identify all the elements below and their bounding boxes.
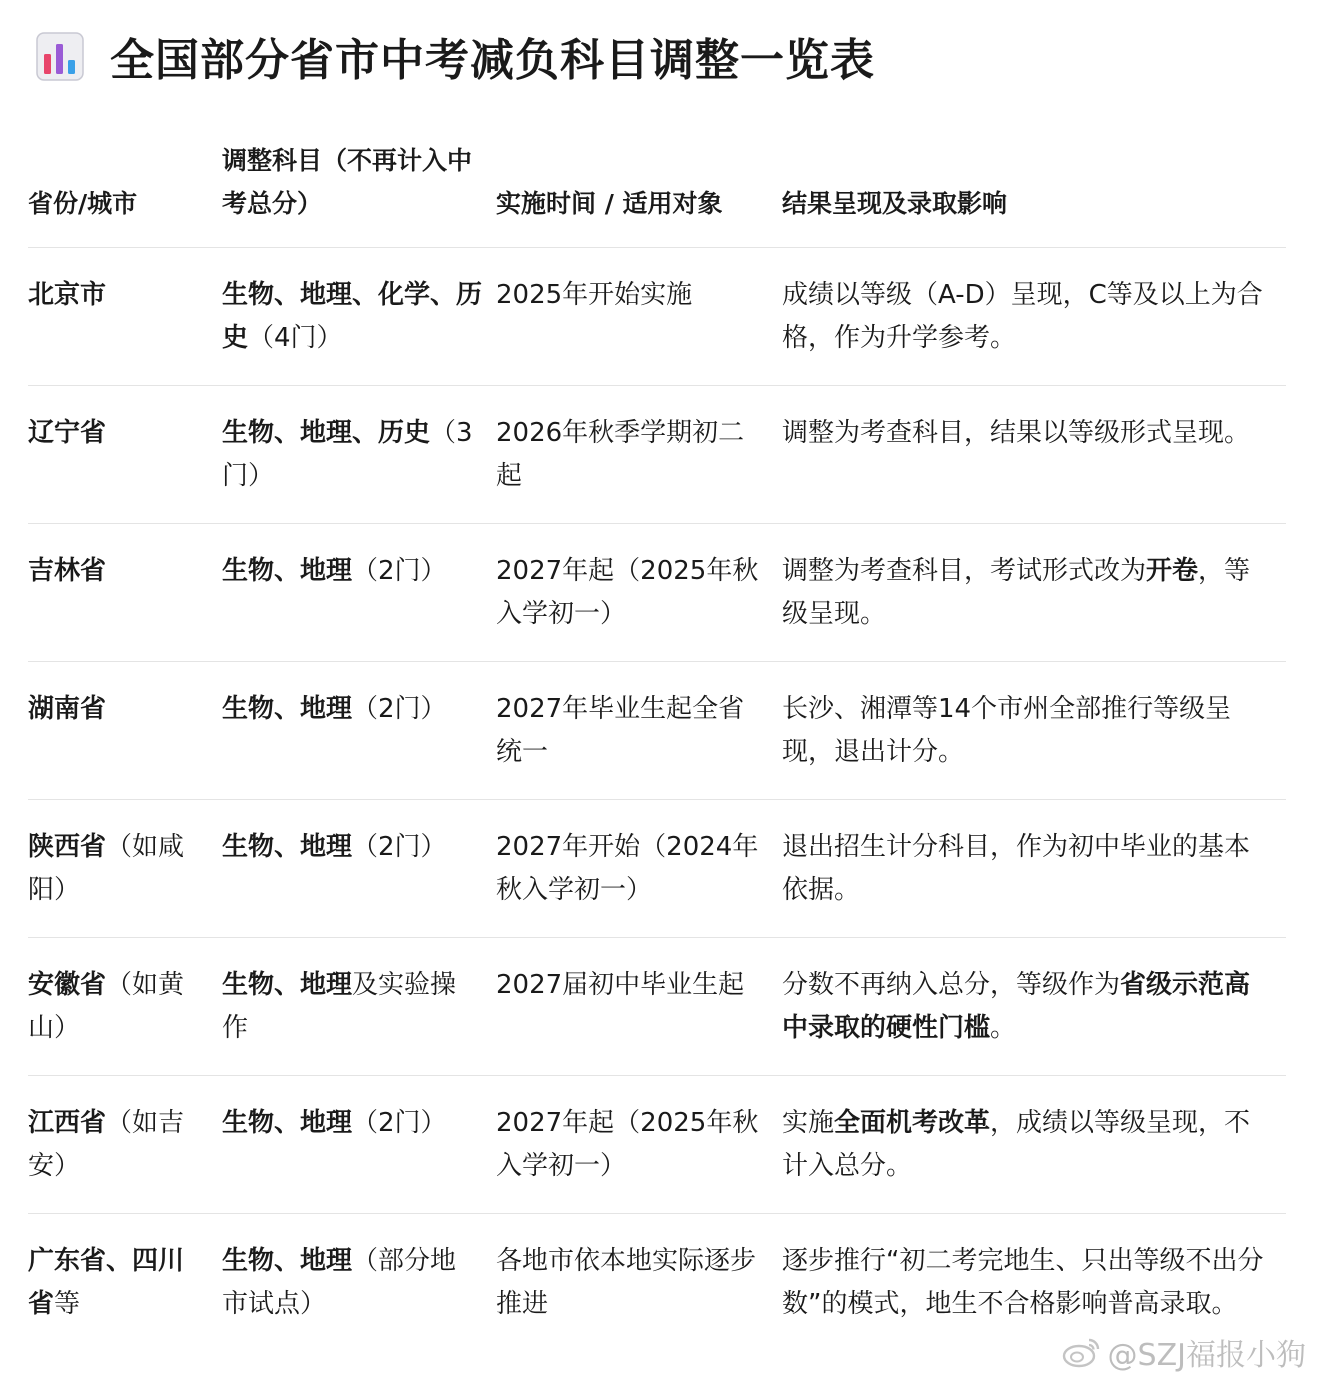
cell-subjects: [222, 938, 496, 1076]
cell-result: [782, 524, 1286, 662]
table-row: [28, 248, 1286, 386]
table-row: [28, 1076, 1286, 1214]
cell-subjects: [222, 1076, 496, 1214]
cell-time: 2027届初中毕业生起: [496, 938, 782, 1076]
table-row: [28, 662, 1286, 800]
cell-time: 2027年毕业生起全省统一: [496, 662, 782, 800]
weibo-logo-icon: [1062, 1335, 1102, 1369]
result-text: 成绩以等级（A-D）呈现，C等及以上为合格，作为升学参考。: [782, 280, 1263, 353]
result-text: 长沙、湘潭等14个市州全部推行等级呈现，退出计分。: [782, 694, 1232, 767]
subjects-list: 生物、地理、化学、历史: [222, 280, 483, 353]
cell-province: [28, 524, 222, 662]
province-name: 辽宁省: [28, 418, 107, 448]
watermark: [1062, 1330, 1306, 1374]
subjects-note: （部分地市试点）: [222, 1246, 457, 1319]
subjects-note: 及实验操作: [222, 970, 457, 1043]
cell-subjects: [222, 248, 496, 386]
cell-time: 2027年起（2025年秋入学初一）: [496, 1076, 782, 1214]
bar-chart-icon: [36, 30, 84, 82]
table-row: [28, 938, 1286, 1076]
province-note: （如咸阳）: [28, 832, 185, 905]
province-name: 广东省、四川省: [28, 1246, 185, 1319]
result-text: 调整为考查科目，结果以等级形式呈现。: [782, 418, 1251, 448]
result-text: 分数不再纳入总分，等级作为: [782, 970, 1121, 1000]
table-row: [28, 1214, 1286, 1333]
province-name: 江西省: [28, 1108, 107, 1138]
cell-time: 2026年秋季学期初二起: [496, 386, 782, 524]
subjects-list: 生物、地理、历史: [222, 418, 431, 448]
cell-time: 各地市依本地实际逐步推进: [496, 1246, 757, 1319]
result-text-end: ，等级呈现。: [782, 556, 1251, 629]
cell-province: [28, 386, 222, 524]
result-highlight: 省级示范高中录取的硬性门槛: [782, 970, 1251, 1043]
province-name: 北京市: [28, 280, 107, 310]
header-result: 结果呈现及录取影响: [782, 135, 1286, 248]
cell-time: 2027年起（2025年秋入学初一）: [496, 524, 782, 662]
province-name: 吉林省: [28, 556, 107, 586]
subjects-list: 生物、地理: [222, 694, 353, 724]
result-text: 调整为考查科目，考试形式改为: [782, 556, 1147, 586]
cell-result: [782, 1076, 1286, 1214]
cell-subjects: [222, 662, 496, 800]
table-header-row: [28, 135, 1286, 248]
province-name: 陕西省: [28, 832, 107, 862]
cell-result: [782, 938, 1286, 1076]
result-text: 退出招生计分科目，作为初中毕业的基本依据。: [782, 832, 1251, 905]
cell-province: [28, 1214, 222, 1333]
subjects-list: 生物、地理: [222, 556, 353, 586]
result-highlight: 开卷: [1146, 556, 1199, 586]
cell-result: [782, 386, 1286, 524]
title-row: [36, 26, 875, 86]
subjects-note: （3门）: [222, 418, 473, 491]
reform-table: [28, 135, 1286, 1332]
page-title: 全国部分省市中考减负科目调整一览表: [110, 35, 875, 86]
subjects-note: （2门）: [352, 832, 447, 862]
cell-subjects: [222, 1214, 496, 1333]
cell-subjects: [222, 386, 496, 524]
subjects-note: （2门）: [352, 1108, 447, 1138]
result-text: 实施: [782, 1108, 835, 1138]
cell-result: [782, 662, 1286, 800]
watermark-text: @SZJ福报小狗: [1107, 1338, 1306, 1373]
subjects-note: （4门）: [248, 323, 343, 353]
table-row: [28, 800, 1286, 938]
province-note: 等: [54, 1289, 81, 1319]
cell-province: [28, 662, 222, 800]
cell-province: [28, 248, 222, 386]
cell-result: [782, 1214, 1286, 1333]
header-subjects: 调整科目（不再计入中考总分）: [222, 135, 496, 248]
cell-province: [28, 1076, 222, 1214]
result-text: 逐步推行“初二考完地生、只出等级不出分数”的模式，地生不合格影响普高录取。: [782, 1246, 1264, 1319]
table-row: [28, 524, 1286, 662]
subjects-list: 生物、地理: [222, 970, 353, 1000]
cell-subjects: [222, 800, 496, 938]
subjects-note: （2门）: [352, 556, 447, 586]
subjects-note: （2门）: [352, 694, 447, 724]
cell-result: [782, 800, 1286, 938]
province-name: 安徽省: [28, 970, 107, 1000]
subjects-list: 生物、地理: [222, 1108, 353, 1138]
cell-province: [28, 800, 222, 938]
cell-time: 2025年开始实施: [496, 248, 782, 386]
province-name: 湖南省: [28, 694, 107, 724]
result-highlight: 全面机考改革: [834, 1108, 991, 1138]
result-text-end: ，成绩以等级呈现，不计入总分。: [782, 1108, 1251, 1181]
province-note: （如吉安）: [28, 1108, 185, 1181]
cell-time: 2027年开始（2024年秋入学初一）: [496, 800, 782, 938]
header-time: 实施时间 / 适用对象: [496, 135, 782, 248]
table-row: [28, 386, 1286, 524]
cell-province: [28, 938, 222, 1076]
result-text-end: 。: [990, 1013, 1017, 1043]
header-province: 省份/城市: [28, 135, 222, 248]
cell-subjects: [222, 524, 496, 662]
subjects-list: 生物、地理: [222, 832, 353, 862]
cell-result: [782, 248, 1286, 386]
subjects-list: 生物、地理: [222, 1246, 353, 1276]
province-note: （如黄山）: [28, 970, 185, 1043]
